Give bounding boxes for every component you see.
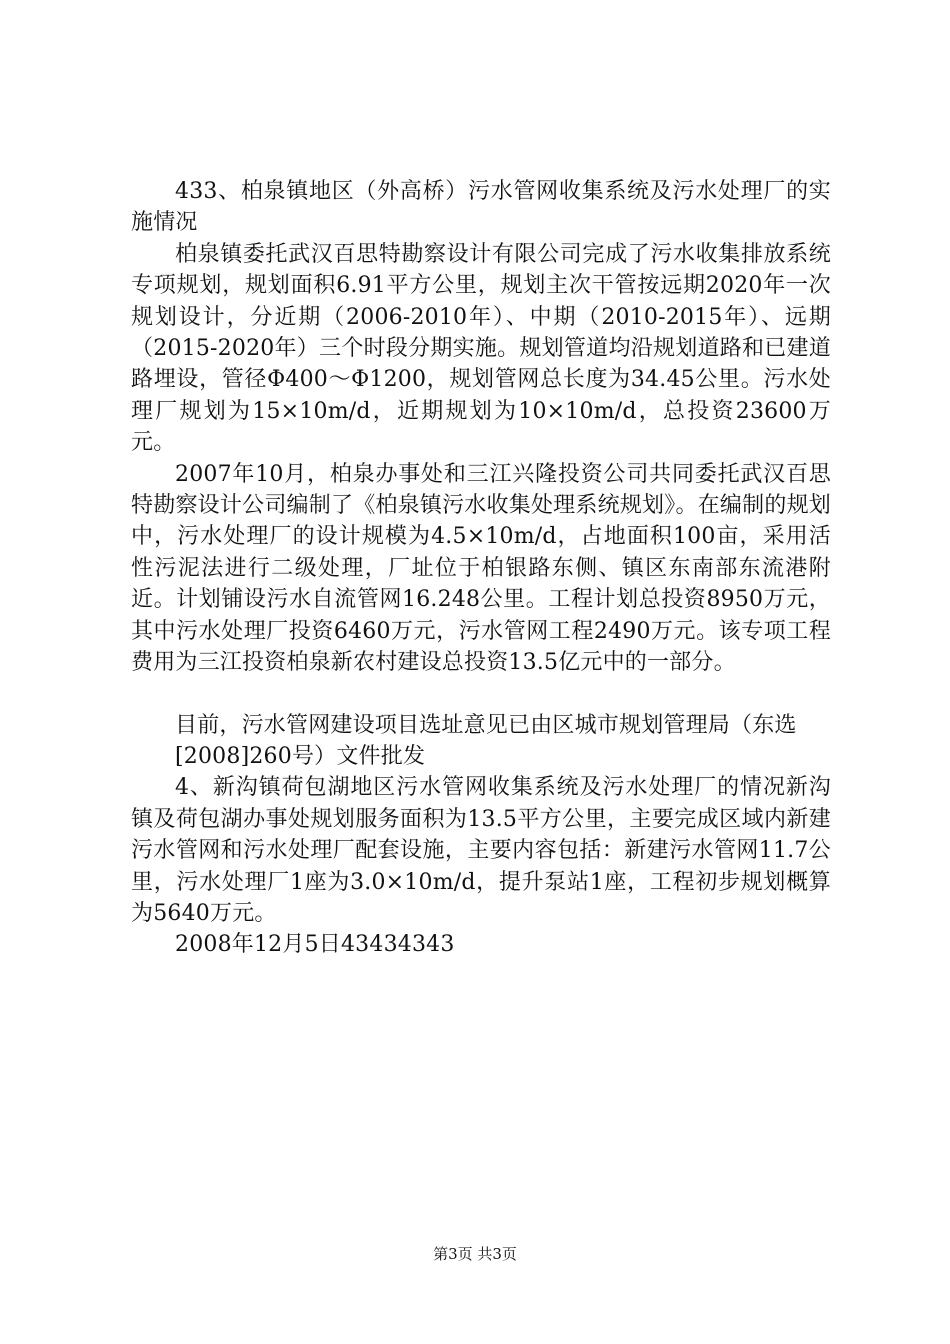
- document-body: [131, 176, 831, 961]
- body-paragraph: 柏泉镇委托武汉百思特勘察设计有限公司完成了污水收集排放系统专项规划，规划面积6.91平方公里，规划主次干管按远期2020年一次规划设计，分近期（2006-2010年）、中期（2010-2015年）、远期（2015-2020年）三个时段分期实施。规划管道均沿规划道路和已建道路埋设，管径Φ400～Φ1200，规划管网总长度为34.45公里。污水处理厂规划为15×10m/d，近期规划为10×10m/d，总投资23600万元。: [131, 241, 831, 456]
- section-heading-paragraph: 433、柏泉镇地区（外高桥）污水管网收集系统及污水处理厂的实施情况: [131, 179, 831, 236]
- body-paragraph: 目前，污水管网建设项目选址意见已由区城市规划管理局（东选: [175, 712, 797, 738]
- date-line: 2008年12月5日43434343: [175, 932, 455, 958]
- body-paragraph: 2007年10月，柏泉办事处和三江兴隆投资公司共同委托武汉百思特勘察设计公司编制了《柏泉镇污水收集处理系统规划》。在编制的规划中，污水处理厂的设计规模为4.5×10m/d，占地面积100亩，采用活性污泥法进行二级处理，厂址位于柏银路东侧、镇区东南部东流港附近。计划铺设污水自流管网16.248公里。工程计划总投资8950万元，其中污水处理厂投资6460万元，污水管网工程2490万元。该专项工程费用为三江投资柏泉新农村建设总投资13.5亿元中的一部分。: [131, 461, 831, 676]
- page-number-footer: 第3页 共3页: [433, 1245, 517, 1263]
- body-paragraph: [2008]260号）文件批发: [175, 743, 426, 769]
- body-paragraph: 4、新沟镇荷包湖地区污水管网收集系统及污水处理厂的情况新沟镇及荷包湖办事处规划服务面积为13.5平方公里，主要完成区域内新建污水管网和污水处理厂配套设施，主要内容包括：新建污水管网11.7公里，污水处理厂1座为3.0×10m/d，提升泵站1座，工程初步规划概算为5640万元。: [131, 775, 831, 926]
